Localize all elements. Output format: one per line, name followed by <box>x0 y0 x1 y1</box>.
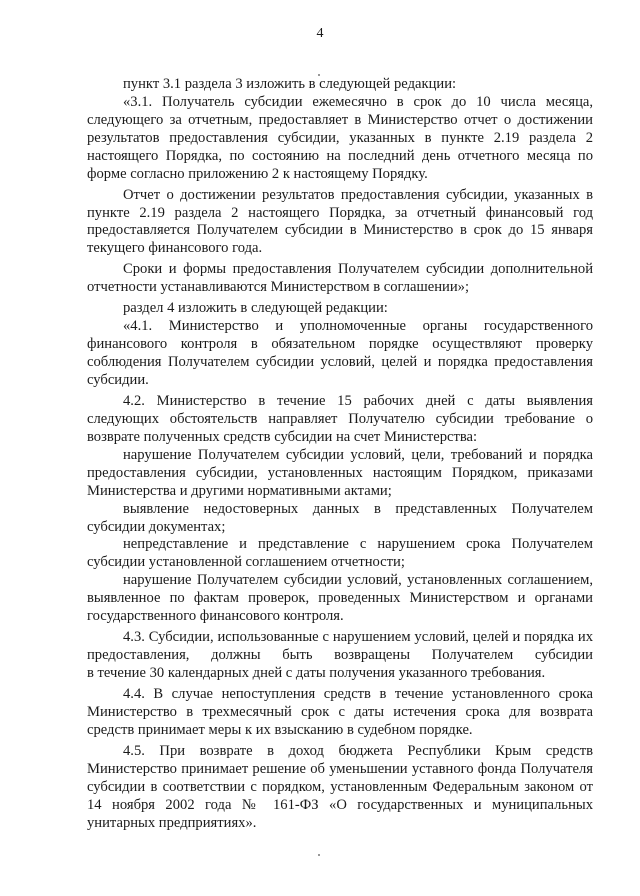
document-body <box>87 76 593 832</box>
paragraph: в течение 30 календарных дней с даты получения указанного требования. <box>87 664 546 681</box>
paragraph: 4.4. В случае непоступления средств в течение установленного срока Министерство в трехмесячный срок с даты истечения срока для возврата средств принимает меры к их взысканию в судебном порядке. <box>87 686 593 738</box>
paragraph: нарушение Получателем субсидии условий, цели, требований и порядка предоставления субсидии, установленных настоящим Порядком, приказами Министерства и другими нормативными актами; <box>87 446 593 499</box>
paragraph: нарушение Получателем субсидии условий, установленных соглашением, выявленное по фактам проверок, проведенных Министерством и органами государственного финансового контроля. <box>87 572 593 625</box>
scan-speck <box>318 854 320 856</box>
paragraph: «3.1. Получатель субсидии ежемесячно в срок до 10 числа месяца, следующего за отчетным, предоставляет в Министерство отчет о достижении результатов предоставления субсидии, указанных в пункте 2.19 раздела 2 настоящего Порядка, по состоянию на последний день отчетного месяца по форме согласно приложению 2 к настоящему Порядку. <box>87 93 593 182</box>
paragraph: Отчет о достижении результатов предоставления субсидии, указанных в пункте 2.19 раздела 2 настоящего Порядка, за отчетный финансовый год предоставляется Получателем субсидии в Министерство в срок до 15 января текущего финансового года. <box>87 186 593 257</box>
page-number: 4 <box>316 26 324 41</box>
paragraph: пункт 3.1 раздела 3 изложить в следующей редакции: <box>123 76 457 92</box>
paragraph: Сроки и формы предоставления Получателем субсидии дополнительной отчетности устанавливаются Министерством в соглашении»; <box>87 261 593 296</box>
paragraph: «4.1. Министерство и уполномоченные органы государственного финансового контроля в обязательном порядке осуществляют проверку соблюдения Получателем субсидии условий, целей и порядка предоставления субсидии. <box>87 318 593 389</box>
paragraph: 4.5. При возврате в доход бюджета Республики Крым средств Министерство принимает решение об уменьшении уставного фонда Получателя субсидии в соответствии с порядком, установленным Федеральным законом от 14 ноября 2002 года № 161-ФЗ «О государственных и муниципальных унитарных предприятиях». <box>87 742 593 831</box>
paragraph: выявление недостоверных данных в представленных Получателем субсидии документах; <box>87 500 593 535</box>
paragraph: 4.2. Министерство в течение 15 рабочих дней с даты выявления следующих обстоятельств направляет Получателю субсидии требование о возврате полученных средств субсидии на счет Министерства: <box>87 393 593 445</box>
paragraph: непредставление и представление с нарушением срока Получателем субсидии установленной соглашением отчетности; <box>87 536 593 571</box>
paragraph: раздел 4 изложить в следующей редакции: <box>123 300 388 317</box>
paragraph: 4.3. Субсидии, использованные с нарушением условий, целей и порядка их предоставления, должны быть возвращены Получателем субсидии <box>87 629 593 664</box>
